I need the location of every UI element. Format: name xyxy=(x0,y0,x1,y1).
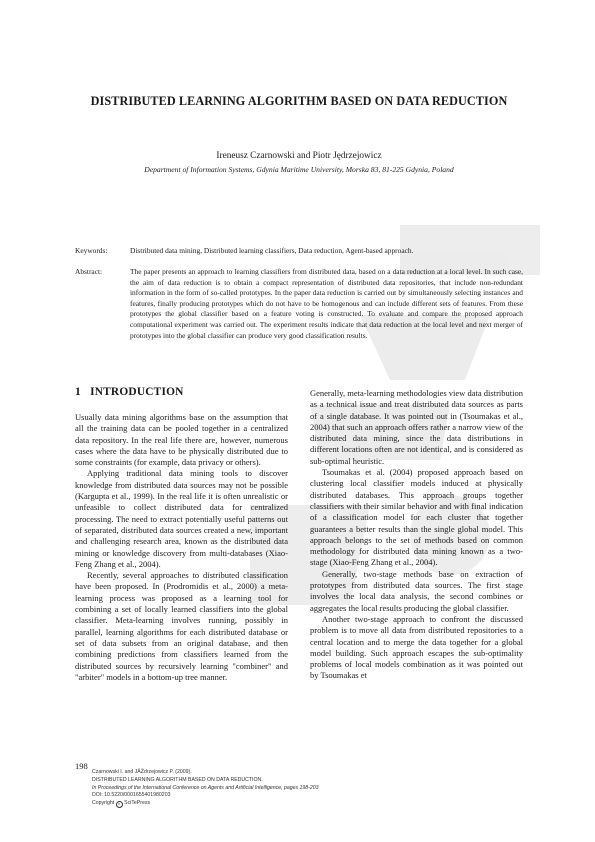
section-title: INTRODUCTION xyxy=(90,386,184,398)
paper-authors: Ireneusz Czarnowski and Piotr Jędrzejowicz xyxy=(216,151,382,161)
keywords-label: Keywords: xyxy=(75,246,108,255)
citation-doi: DOI: 10.5220/0001655401980203 xyxy=(92,792,171,799)
citation-title: DISTRIBUTED LEARNING ALGORITHM BASED ON DATA REDUCTION. xyxy=(92,776,263,783)
page-number: 198 xyxy=(75,761,88,771)
abstract-text: The paper presents an approach to learning classifiers from distributed data, based on a data reduction at a local level. In such case, the aim of data reduction is to obtain a compact representation of distributed data repositories, that include non-redundant information in the form of so-called prototypes. In the paper data reduction is carried out by simultaneously selecting instances and features, finally producing prototypes which do not have to be homogenous and can include different sets of features. From these prototypes the global classifier based on a feature voting is constructed. To evaluate and compare the proposed approach computational experiment was carried out. The experiment results indicate that data reduction at the local level and next merger of prototypes into the global classifier can produce very good classification results. xyxy=(130,267,523,340)
paragraph: Recently, several approaches to distributed classification have been proposed. In (Prodromidis et al., 2000) a meta-learning process was proposed as a learning tool for combining a set of locally learned classifiers into the global classifier. Meta-learning involves running, possibly in parallel, learning algorithms for each distributed database or set of data subsets from an original database, and then combining predictions from classifiers learned from the distributed sources by recursively learning "combiner" and "arbiter" models in a bottom-up tree manner. xyxy=(75,570,288,682)
paragraph: Generally, two-stage methods base on extraction of prototypes from distributed data sources. The first stage involves the local data analysis, the second combines or aggregates the local results producing the global classifier. xyxy=(310,568,523,613)
citation-proceedings: In Proceedings of the International Conference on Agents and Artificial Intelligence, pages 198-203 xyxy=(92,784,319,791)
paragraph: Another two-stage approach to confront the discussed problem is to move all data from distributed repositories to a central location and to merge the data together for a global model building. Such approach escapes the sub-optimality problems of local models combination as it was pointed out by Tsoumakas et xyxy=(310,613,523,681)
copyright-label: Copyright xyxy=(92,800,115,807)
paragraph: Generally, meta-learning methodologies view data distribution as a technical issue and treat distributed data sources as parts of a single database. It was pointed out in (Tsoumakas et al., 2004) that such an approach offers rather a narrow view of the distributed data mining, since the data distributions in different locations often are not identical, and is considered as sub-optimal heuristic. xyxy=(310,388,523,466)
citation-authors: Czarnowski I. and JÄŽdrzejowicz P. (2009). xyxy=(92,769,192,775)
citation-block xyxy=(92,769,512,808)
keywords-text: Distributed data mining, Distributed learning classifiers, Data reduction, Agent-based approach. xyxy=(130,246,414,255)
copyright-icon: c xyxy=(116,801,123,808)
right-column xyxy=(310,388,523,682)
abstract-label: Abstract: xyxy=(75,267,103,276)
section-number: 1 xyxy=(75,386,81,398)
copyright-holder: SciTePress xyxy=(124,800,151,807)
section-heading xyxy=(75,386,184,398)
paragraph: Usually data mining algorithms base on the assumption that all the training data can be pooled together in a centralized data repository. In the real life there are, however, numerous cases where the data have to be physically distributed due to some constraints (for example, data privacy or others). xyxy=(75,412,288,468)
left-column xyxy=(75,412,288,683)
paper-title: DISTRIBUTED LEARNING ALGORITHM BASED ON DATA REDUCTION xyxy=(90,94,508,108)
paragraph: Tsoumakas et al. (2004) proposed approach based on clustering local classifier models induced at physically distributed databases. This approach groups together classifiers with their similar behavior and with final indication of a classification model for each cluster that together guarantees a better results than the single global model. This approach belongs to the set of methods based on common methodology for distributed data mining known as a two-stage (Xiao-Feng Zhang et al., 2004). xyxy=(310,467,523,568)
copyright-line xyxy=(92,800,512,808)
paragraph: Applying traditional data mining tools to discover knowledge from distributed data sources may not be possible (Kargupta et al., 1999). In the real life it is often unrealistic or unfeasible to collect distributed data for centralized processing. The need to extract potentially useful patterns out of separated, distributed data sources created a new, important and challenging research area, known as the distributed data mining or knowledge discovery from multi-databases (Xiao-Feng Zhang et al., 2004). xyxy=(75,468,288,569)
paper-affiliation: Department of Information Systems, Gdynia Maritime University, Morska 83, 81-225 Gdynia, Poland xyxy=(144,165,454,174)
